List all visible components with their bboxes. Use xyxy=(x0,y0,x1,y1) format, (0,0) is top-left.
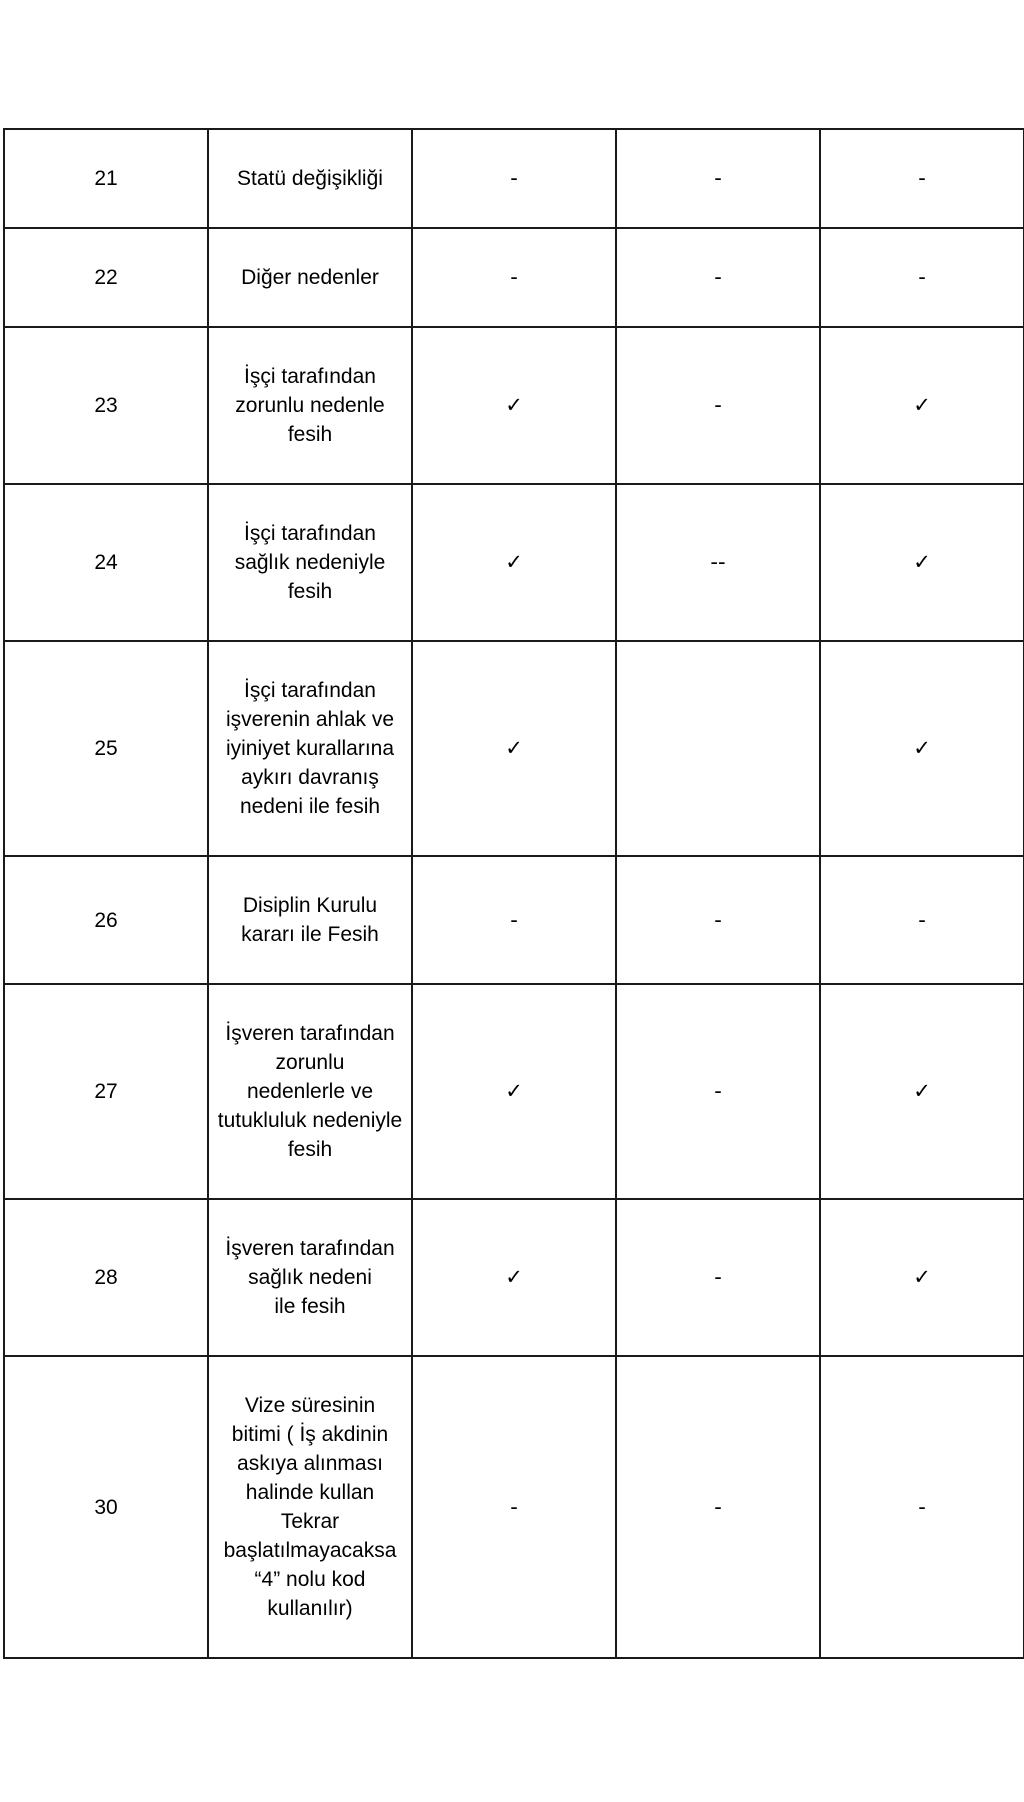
table-row xyxy=(4,1199,1024,1356)
reason-cell: Diğer nedenler xyxy=(208,228,412,327)
column-2-cell: -- xyxy=(616,484,820,641)
row-number: 26 xyxy=(4,856,208,984)
column-2-cell: - xyxy=(616,856,820,984)
column-1-cell: ✓ xyxy=(412,641,616,856)
column-2-cell: - xyxy=(616,129,820,228)
column-1-cell: - xyxy=(412,1356,616,1658)
column-3-cell: ✓ xyxy=(820,984,1024,1199)
column-2-cell xyxy=(616,641,820,856)
column-3-cell: - xyxy=(820,228,1024,327)
row-number: 25 xyxy=(4,641,208,856)
reason-cell: İşveren tarafından zorunlu nedenlerle ve tutukluluk nedeniyle fesih xyxy=(208,984,412,1199)
table-row xyxy=(4,856,1024,984)
reason-cell: İşveren tarafından sağlık nedeni ile fesih xyxy=(208,1199,412,1356)
column-2-cell: - xyxy=(616,327,820,484)
table-row xyxy=(4,641,1024,856)
column-3-cell: ✓ xyxy=(820,484,1024,641)
column-2-cell: - xyxy=(616,984,820,1199)
table-row xyxy=(4,984,1024,1199)
column-2-cell: - xyxy=(616,1199,820,1356)
column-2-cell: - xyxy=(616,228,820,327)
column-2-cell: - xyxy=(616,1356,820,1658)
row-number: 24 xyxy=(4,484,208,641)
column-3-cell: - xyxy=(820,129,1024,228)
column-3-cell: - xyxy=(820,856,1024,984)
column-3-cell: ✓ xyxy=(820,1199,1024,1356)
column-3-cell: ✓ xyxy=(820,641,1024,856)
row-number: 23 xyxy=(4,327,208,484)
column-1-cell: - xyxy=(412,228,616,327)
row-number: 28 xyxy=(4,1199,208,1356)
row-number: 22 xyxy=(4,228,208,327)
table-row xyxy=(4,484,1024,641)
reason-cell: Vize süresinin bitimi ( İş akdinin askıya alınması halinde kullan Tekrar başlatılmayacaksa “4” nolu kod kullanılır) xyxy=(208,1356,412,1658)
reason-cell: İşçi tarafından işverenin ahlak ve iyiniyet kurallarına aykırı davranış nedeni ile fesih xyxy=(208,641,412,856)
code-table xyxy=(3,128,1024,1659)
table-row xyxy=(4,129,1024,228)
column-3-cell: - xyxy=(820,1356,1024,1658)
column-3-cell: ✓ xyxy=(820,327,1024,484)
column-1-cell: - xyxy=(412,129,616,228)
row-number: 30 xyxy=(4,1356,208,1658)
column-1-cell: ✓ xyxy=(412,327,616,484)
table-row xyxy=(4,327,1024,484)
table-row xyxy=(4,1356,1024,1658)
row-number: 21 xyxy=(4,129,208,228)
reason-cell: İşçi tarafından zorunlu nedenle fesih xyxy=(208,327,412,484)
column-1-cell: - xyxy=(412,856,616,984)
column-1-cell: ✓ xyxy=(412,984,616,1199)
column-1-cell: ✓ xyxy=(412,1199,616,1356)
reason-cell: Statü değişikliği xyxy=(208,129,412,228)
reason-cell: İşçi tarafından sağlık nedeniyle fesih xyxy=(208,484,412,641)
row-number: 27 xyxy=(4,984,208,1199)
table-row xyxy=(4,228,1024,327)
column-1-cell: ✓ xyxy=(412,484,616,641)
reason-cell: Disiplin Kurulu kararı ile Fesih xyxy=(208,856,412,984)
